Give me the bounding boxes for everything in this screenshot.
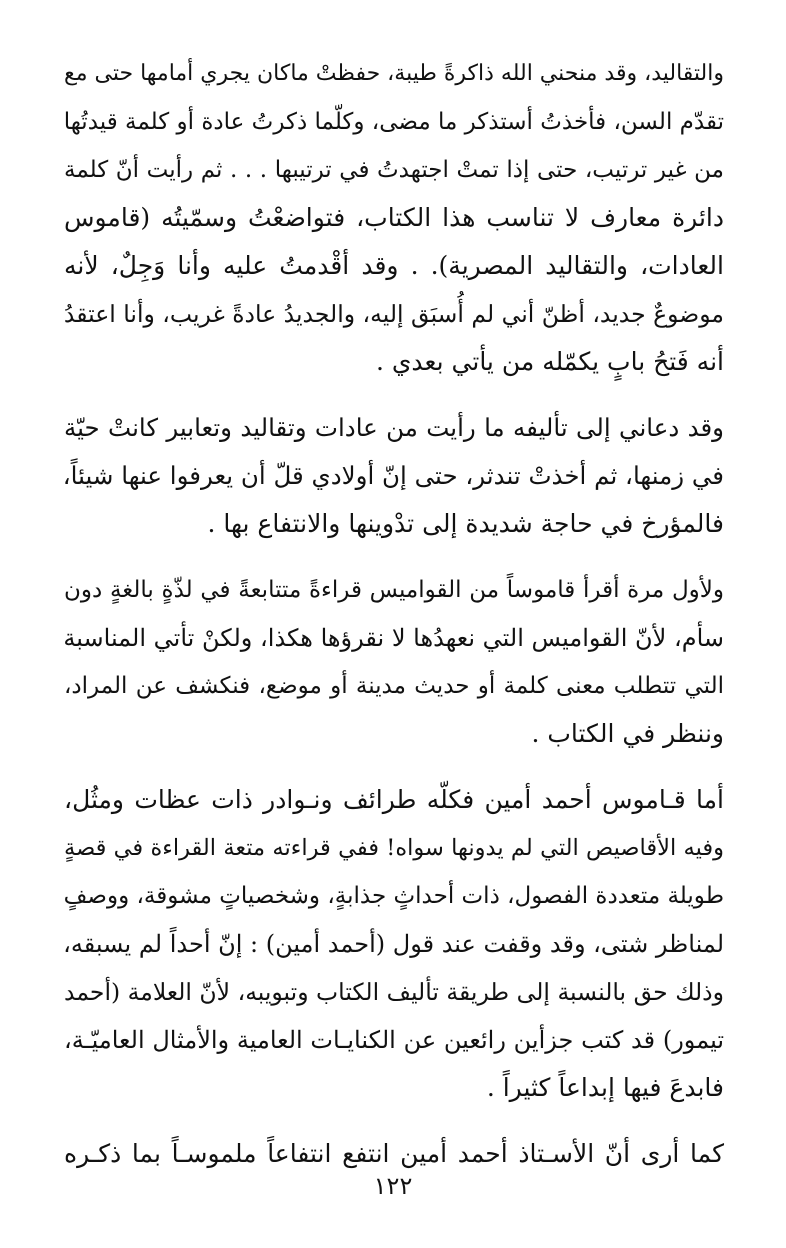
text-line: تقدّم السن، فأخذتُ أستذكر ما مضى، وكلّما ذكرتُ عادة أو كلمة قيدتُها bbox=[63, 109, 724, 135]
text-line: كما أرى أنّ الأسـتاذ أحمد أمين انتفع انتفاعاً ملموسـاً بما ذكـره bbox=[64, 1139, 724, 1168]
text-line: موضوعٌ جديد، أظنّ أني لم أُسبَق إليه، والجديدُ عادةً غريب، وأنا اعتقدُ bbox=[63, 300, 724, 328]
paragraph-1 bbox=[64, 50, 724, 386]
text-line: والتقاليد، وقد منحني الله ذاكرةً طيبة، حفظتْ ماكان يجري أمامها حتى مع bbox=[64, 61, 724, 86]
text-line: التي تتطلب معنى كلمة أو حديث مدينة أو موضع، فنكشف عن المراد، bbox=[64, 673, 724, 699]
text-line: وذلك حق بالنسبة إلى طريقة تأليف الكتاب وتبويبه، لأنّ العلامة (أحمد bbox=[64, 978, 724, 1006]
text-line: تيمور) قد كتب جزأين رائعين عن الكنايـات العامية والأمثال العاميّـة، bbox=[64, 1026, 724, 1054]
text-line: وقد دعاني إلى تأليفه ما رأيت من عادات وتقاليد وتعابير كانتْ حيّة bbox=[64, 413, 724, 442]
paragraph-2 bbox=[64, 404, 724, 548]
text-line: سأم، لأنّ القواميس التي نعهدُها لا نقرؤها هكذا، ولكنْ تأتي المناسبة bbox=[63, 624, 724, 652]
text-line: فابدعَ فيها إبداعاً كثيراً . bbox=[486, 1073, 724, 1102]
text-line: أنه فَتحُ بابٍ يكمّله من يأتي بعدي . bbox=[375, 347, 724, 376]
text-line: لمناظر شتى، وقد وقفت عند قول (أحمد أمين) : إنّ أحداً لم يسبقه، bbox=[63, 930, 724, 958]
text-line: وفيه الأقاصيص التي لم يدونها سواه! ففي قراءته متعة القراءة في قصةٍ bbox=[64, 835, 724, 861]
page-number: ١٢٢ bbox=[373, 1172, 413, 1200]
text-line: في زمنها، ثم أخذتْ تندثر، حتى إنّ أولادي قلّ أن يعرفوا عنها شيئاً، bbox=[62, 461, 724, 490]
text-line: طويلة متعددة الفصول، ذات أحداثٍ جذابةٍ، وشخصياتٍ مشوقة، ووصفٍ bbox=[63, 883, 724, 909]
paragraph-4 bbox=[64, 776, 724, 1112]
body-text bbox=[64, 50, 724, 1178]
text-line: أما قـاموس أحمد أمين فكلّه طرائف ونـوادر ذات عظات ومثُل، bbox=[64, 785, 724, 814]
text-line: وننظر في الكتاب . bbox=[531, 719, 724, 748]
text-line: فالمؤرخ في حاجة شديدة إلى تدْوينها والانتفاع بها . bbox=[207, 509, 724, 538]
text-line: دائرة معارف لا تناسب هذا الكتاب، فتواضعْتُ وسمّيتُه (قاموس bbox=[64, 203, 724, 232]
text-line: ولأول مرة أقرأ قاموساً من القواميس قراءةً متتابعةً في لذّةٍ بالغةٍ دون bbox=[64, 577, 724, 603]
text-line: من غير ترتيب، حتى إذا تمتْ اجتهدتُ في ترتيبها . . . ثم رأيت أنّ كلمة bbox=[64, 157, 724, 183]
paragraph-3 bbox=[64, 566, 724, 758]
text-line: العادات، والتقاليد المصرية). . وقد أقْدمتُ عليه وأنا وَجِلٌ، لأنه bbox=[64, 251, 724, 280]
